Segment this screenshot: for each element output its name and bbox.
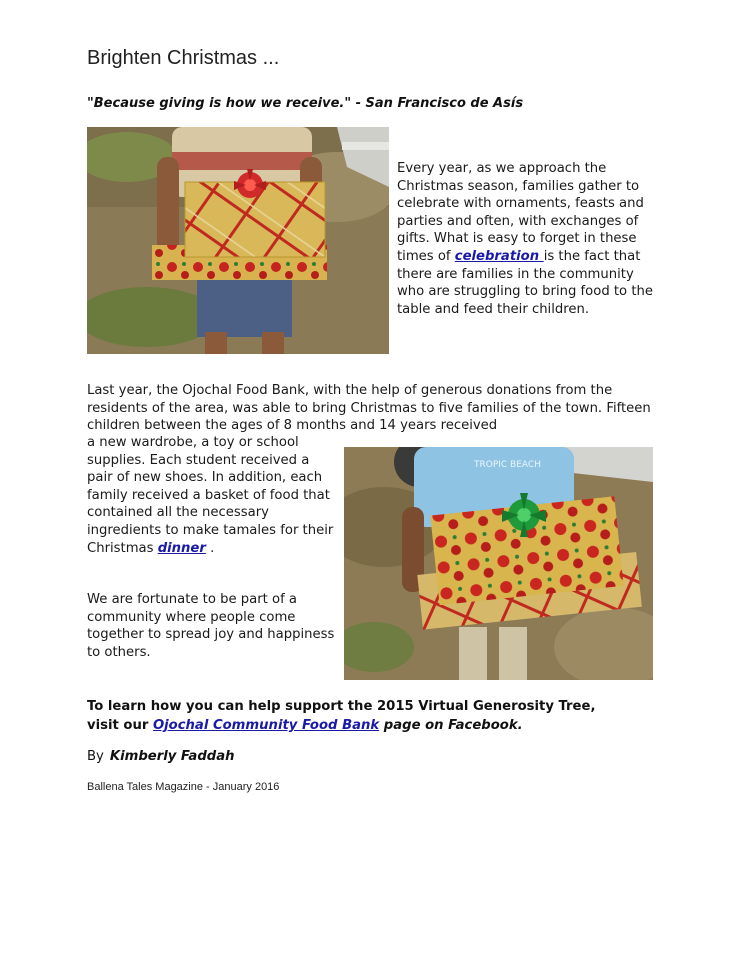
footer-credit: Ballena Tales Magazine - January 2016	[87, 781, 280, 793]
community-paragraph: We are fortunate to be part of a community where people come together to spread joy and happiness to others.	[87, 592, 335, 660]
photo2-image	[344, 447, 653, 680]
gifts-text-b: .	[205, 540, 215, 556]
author-name: Kimberly Faddah	[109, 749, 235, 764]
photo-child-with-gifts-red-bow	[87, 127, 389, 354]
cta-end: page on Facebook.	[379, 718, 523, 733]
cta-line1: To learn how you can help support the 2015 Virtual Generosity Tree,	[87, 699, 596, 714]
by-label: By	[87, 749, 104, 764]
cta-visit: visit our	[87, 718, 153, 733]
intro-text-a: Every year, as we approach the Christmas season, families gather to celebrate with ornaments, feasts and parties and often, with exchanges of gifts. What is easy to forget in these times of	[397, 161, 644, 264]
gifts-text-a: a new wardrobe, a toy or school supplies. Each student received a pair of new shoes. In addition, each family received a basket of food that contained all the necessary ingredients to make tamales for their Christmas	[87, 435, 334, 556]
quote: "Because giving is how we receive." - San Francisco de Asís	[87, 96, 524, 111]
food-bank-facebook-link[interactable]: Ojochal Community Food Bank	[152, 718, 380, 733]
gifts-paragraph	[87, 434, 339, 557]
cta-line2	[87, 716, 667, 735]
call-to-action	[87, 697, 667, 735]
byline	[87, 749, 235, 764]
photo-child-with-gifts-green-bow	[344, 447, 653, 680]
celebration-link[interactable]: celebration	[454, 248, 544, 264]
photo1-image	[87, 127, 389, 354]
page-title: Brighten Christmas ...	[87, 47, 280, 69]
intro-text-b: is the fact that there are families in the community who are struggling to bring food to the table and feed their children.	[397, 248, 653, 317]
shirt-text: TROPIC BEACH	[474, 460, 541, 470]
food-bank-paragraph: Last year, the Ojochal Food Bank, with the help of generous donations from the residents of the area, was able to bring Christmas to five families of the town. Fifteen children between the ages of 8 months and 14 years received	[87, 383, 651, 434]
intro-paragraph	[397, 160, 659, 318]
dinner-link[interactable]: dinner	[157, 540, 206, 556]
